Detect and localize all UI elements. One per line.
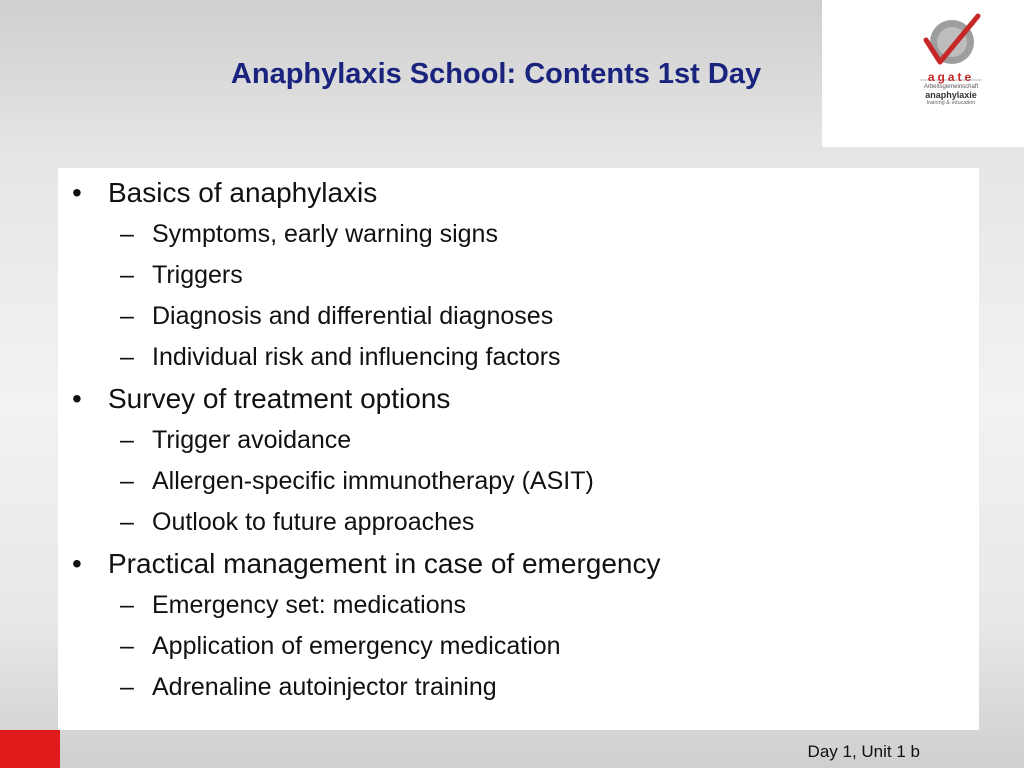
- bullet-marker: •: [72, 177, 82, 208]
- dash-marker: –: [120, 632, 134, 660]
- sub-bullet: [58, 296, 979, 337]
- sub-bullet-label: Symptoms, early warning signs: [152, 220, 498, 248]
- red-accent-block: [0, 730, 60, 768]
- dash-marker: –: [120, 302, 134, 330]
- content-box: [58, 168, 979, 730]
- bullet-label: Practical management in case of emergency: [108, 548, 661, 579]
- dash-marker: –: [120, 343, 134, 371]
- logo-line2: anaphylaxie: [925, 90, 977, 100]
- logo-line1: Arbeitsgemeinschaft: [923, 84, 979, 90]
- logo-line3: training & education: [926, 100, 976, 106]
- logo-name: agate: [927, 70, 975, 84]
- sub-bullet: [58, 585, 979, 626]
- bullet-marker: •: [72, 548, 82, 579]
- dash-marker: –: [120, 220, 134, 248]
- sub-bullet-label: Application of emergency medication: [152, 632, 561, 660]
- bullet-marker: •: [72, 383, 82, 414]
- dash-marker: –: [120, 467, 134, 495]
- bullet-label: Survey of treatment options: [108, 383, 451, 414]
- sub-bullet: [58, 626, 979, 667]
- sub-bullet: [58, 461, 979, 502]
- sub-bullet-label: Outlook to future approaches: [152, 508, 475, 536]
- bullet-label: Basics of anaphylaxis: [108, 177, 378, 208]
- bullet-basics: [58, 172, 979, 214]
- dash-marker: –: [120, 508, 134, 536]
- dash-marker: –: [120, 673, 134, 701]
- dash-marker: –: [120, 426, 134, 454]
- bullet-emergency: [58, 543, 979, 585]
- slide-footer: Day 1, Unit 1 b: [807, 742, 920, 761]
- sub-bullet: [58, 667, 979, 708]
- dash-marker: –: [120, 591, 134, 619]
- sub-bullet: [58, 255, 979, 296]
- sub-bullet-label: Adrenaline autoinjector training: [152, 673, 497, 701]
- sub-bullet-label: Trigger avoidance: [152, 426, 352, 454]
- sub-bullet-label: Individual risk and influencing factors: [152, 343, 561, 371]
- sub-bullet: [58, 337, 979, 378]
- sub-bullet-label: Triggers: [152, 261, 243, 289]
- slide-title: Anaphylaxis School: Contents 1st Day: [230, 58, 762, 90]
- sub-bullet-label: Allergen-specific immunotherapy (ASIT): [152, 467, 594, 495]
- sub-bullet-label: Emergency set: medications: [152, 591, 467, 619]
- dash-marker: –: [120, 261, 134, 289]
- sub-bullet-label: Diagnosis and differential diagnoses: [152, 302, 554, 330]
- sub-bullet: [58, 214, 979, 255]
- bullet-treatment: [58, 378, 979, 420]
- sub-bullet: [58, 420, 979, 461]
- sub-bullet: [58, 502, 979, 543]
